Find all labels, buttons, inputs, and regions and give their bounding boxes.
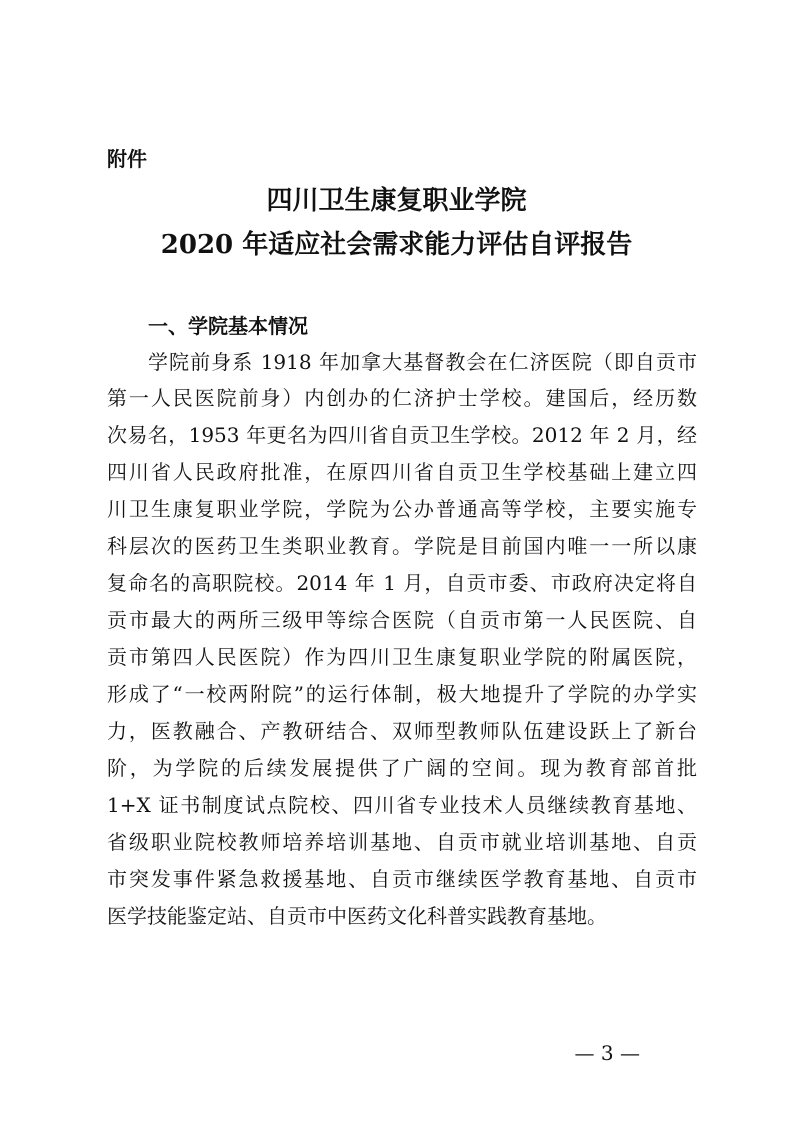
body-line: 医学技能鉴定站、自贡市中医药文化科普实践教育基地。: [107, 904, 607, 928]
report-title-line-2: 2020 年适应社会需求能力评估自评报告: [160, 230, 633, 260]
body-line: 川卫生康复职业学院，学院为公办普通高等学校，主要实施专: [107, 497, 697, 521]
body-line: 省级职业院校教师培养培训基地、自贡市就业培训基地、自贡: [107, 830, 697, 854]
body-line: 第一人民医院前身）内创办的仁济护士学校。建国后，经历数: [107, 386, 697, 410]
body-line: 力，医教融合、产教研结合、双师型教师队伍建设跃上了新台: [107, 719, 697, 743]
section-heading: 一、学院基本情况: [148, 314, 308, 338]
body-line: 贡市最大的两所三级甲等综合医院（自贡市第一人民医院、自: [107, 608, 697, 632]
body-line: 科层次的医药卫生类职业教育。学院是目前国内唯一一所以康: [107, 534, 697, 558]
body-line: 次易名，1953 年更名为四川省自贡卫生学校。2012 年 2 月，经: [107, 423, 697, 447]
body-line: 贡市第四人民医院）作为四川卫生康复职业学院的附属医院，: [107, 645, 697, 669]
body-line: 学院前身系 1918 年加拿大基督教会在仁济医院（即自贡市: [148, 350, 697, 374]
attachment-label: 附件: [107, 147, 147, 171]
page-number: — 3 —: [574, 1041, 640, 1065]
report-title-line-1: 四川卫生康复职业学院: [266, 186, 527, 216]
body-line: 复命名的高职院校。2014 年 1 月，自贡市委、市政府决定将自: [107, 571, 697, 595]
body-line: 市突发事件紧急救援基地、自贡市继续医学教育基地、自贡市: [107, 867, 697, 891]
body-line: 形成了“一校两附院”的运行体制，极大地提升了学院的办学实: [107, 682, 697, 706]
body-line: 四川省人民政府批准，在原四川省自贡卫生学校基础上建立四: [107, 460, 697, 484]
body-line: 1+X 证书制度试点院校、四川省专业技术人员继续教育基地、: [107, 793, 697, 817]
body-line: 阶，为学院的后续发展提供了广阔的空间。现为教育部首批: [107, 756, 697, 780]
